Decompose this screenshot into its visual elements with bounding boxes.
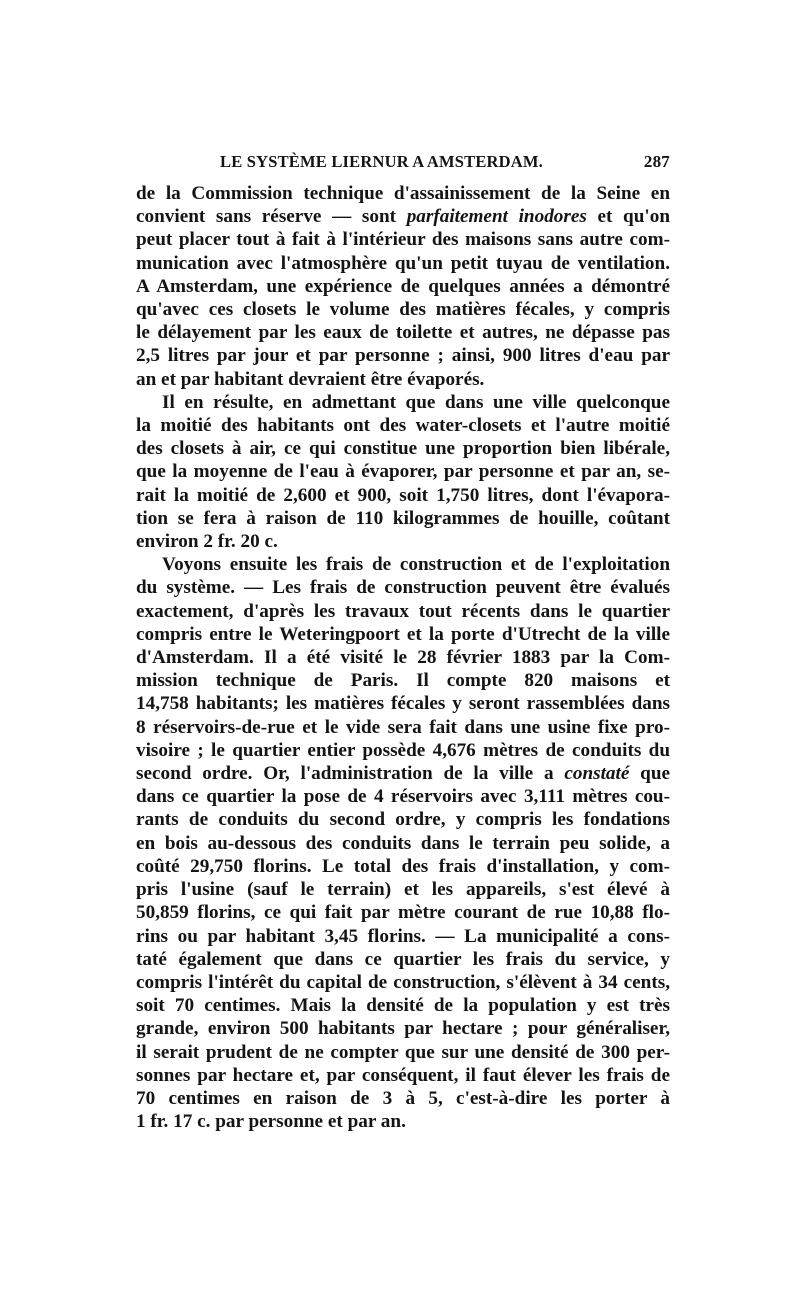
text-line: 14,758 habitants; les matières fécales y seront rassemblées dans bbox=[136, 693, 670, 715]
text-line: tion se fera à raison de 110 kilogrammes de houille, coûtant bbox=[136, 507, 670, 529]
text-line: 2,5 litres par jour et par personne ; ainsi, 900 litres d'eau par bbox=[136, 345, 670, 367]
text-line: dans ce quartier la pose de 4 réservoirs avec 3,111 mètres cou- bbox=[136, 786, 670, 808]
book-page bbox=[136, 150, 670, 1133]
text-line: A Amsterdam, une expérience de quelques années a démontré bbox=[136, 275, 670, 297]
text-line: sonnes par hectare et, par conséquent, il faut élever les frais de bbox=[136, 1064, 670, 1086]
paragraph-1 bbox=[136, 182, 670, 391]
text-line: environ 2 fr. 20 c. bbox=[136, 531, 278, 553]
text-line: des closets à air, ce qui constitue une proportion bien libérale, bbox=[136, 438, 670, 460]
text-line: Il en résulte, en admettant que dans une ville quelconque bbox=[162, 391, 670, 413]
text-line: pris l'usine (sauf le terrain) et les appareils, s'est élevé à bbox=[136, 879, 670, 901]
text-line: la moitié des habitants ont des water-closets et l'autre moitié bbox=[136, 415, 670, 437]
text-line: 50,859 florins, ce qui fait par mètre courant de rue 10,88 flo- bbox=[136, 902, 670, 924]
text-line: compris entre le Weteringpoort et la porte d'Utrecht de la ville bbox=[136, 623, 670, 645]
text-line bbox=[136, 762, 670, 785]
text-line: 70 centimes en raison de 3 à 5, c'est-à-dire les porter à bbox=[136, 1087, 670, 1109]
text-line: visoire ; le quartier entier possède 4,676 mètres de conduits du bbox=[136, 739, 670, 761]
text-line: 8 réservoirs-de-rue et le vide sera fait dans une usine fixe pro- bbox=[136, 716, 670, 738]
text-line: taté également que dans ce quartier les frais du service, y bbox=[136, 948, 670, 970]
text-line: il serait prudent de ne compter que sur une densité de 300 per- bbox=[136, 1041, 670, 1063]
text-line: soit 70 centimes. Mais la densité de la population y est très bbox=[136, 995, 670, 1017]
text-line: peut placer tout à fait à l'intérieur des maisons sans autre com- bbox=[136, 229, 670, 251]
page-number: 287 bbox=[643, 152, 670, 171]
text-line: mission technique de Paris. Il compte 820 maisons et bbox=[136, 670, 670, 692]
italic-emphasis: parfaitement inodores bbox=[406, 206, 587, 228]
text-line: que la moyenne de l'eau à évaporer, par personne et par an, se- bbox=[136, 461, 670, 483]
running-title: LE SYSTÈME LIERNUR A AMSTERDAM. bbox=[220, 152, 543, 171]
text-line: de la Commission technique d'assainissement de la Seine en bbox=[136, 183, 670, 204]
text-line: compris l'intérêt du capital de construction, s'élèvent à 34 cents, bbox=[136, 971, 670, 993]
text-span: second ordre. Or, l'administration de la ville a bbox=[136, 763, 565, 785]
text-line bbox=[136, 205, 670, 228]
text-line: qu'avec ces closets le volume des matières fécales, y compris bbox=[136, 299, 670, 321]
text-span: que bbox=[629, 763, 671, 785]
body-text bbox=[136, 182, 670, 1133]
text-line: exactement, d'après les travaux tout récents dans le quartier bbox=[136, 600, 670, 622]
paragraph-2 bbox=[136, 391, 670, 553]
text-line: coûté 29,750 florins. Le total des frais d'installation, y com- bbox=[136, 855, 670, 877]
text-span: et qu'on bbox=[586, 206, 670, 228]
text-line: grande, environ 500 habitants par hectare ; pour généraliser, bbox=[136, 1018, 670, 1040]
text-line: rait la moitié de 2,600 et 900, soit 1,750 litres, dont l'évapora- bbox=[136, 484, 670, 506]
text-line: an et par habitant devraient être évaporés. bbox=[136, 368, 485, 390]
text-line: d'Amsterdam. Il a été visité le 28 février 1883 par la Com- bbox=[136, 647, 670, 669]
text-line: rants de conduits du second ordre, y compris les fondations bbox=[136, 809, 670, 831]
text-line: en bois au-dessous des conduits dans le terrain peu solide, a bbox=[136, 832, 670, 854]
italic-emphasis: constaté bbox=[564, 763, 630, 785]
text-line: rins ou par habitant 3,45 florins. — La municipalité a cons- bbox=[136, 925, 670, 947]
paragraph-3 bbox=[136, 553, 670, 1133]
text-span: convient sans réserve — sont bbox=[136, 206, 407, 228]
text-line: 1 fr. 17 c. par personne et par an. bbox=[136, 1111, 406, 1133]
text-line: Voyons ensuite les frais de construction et de l'exploitation bbox=[162, 554, 670, 576]
text-line: du système. — Les frais de construction peuvent être évalués bbox=[136, 577, 670, 599]
text-line: munication avec l'atmosphère qu'un petit tuyau de ventilation. bbox=[136, 252, 670, 274]
text-line: le délayement par les eaux de toilette et autres, ne dépasse pas bbox=[136, 322, 670, 344]
page-header bbox=[136, 150, 670, 182]
